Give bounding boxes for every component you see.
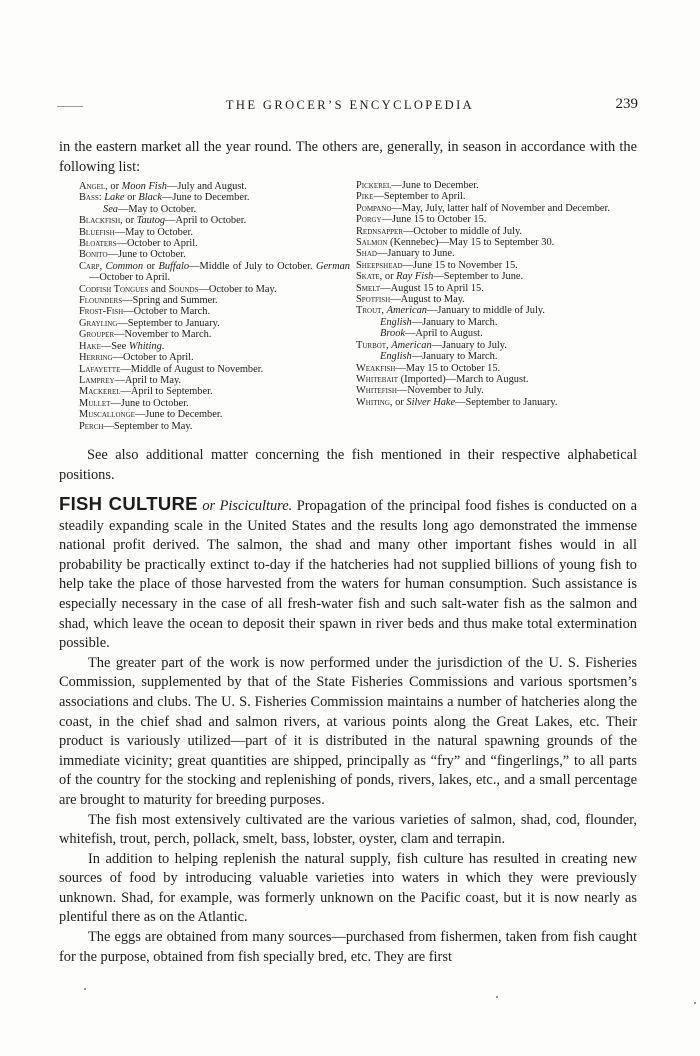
article-paragraph: [59, 494, 637, 654]
see-also-paragraph: See also additional matter concerning the fish mentioned in their respective alphabetical positions.: [59, 447, 637, 483]
list-item: Lamprey—April to May.: [79, 374, 182, 386]
scan-speck: [84, 988, 86, 990]
list-item: Mackerel—April to September.: [79, 386, 213, 398]
list-item: Grouper—November to March.: [79, 329, 212, 341]
list-item: Pompano—May, July, latter half of November and December.: [356, 202, 610, 214]
list-item: English—January to March.: [380, 316, 498, 328]
fish-culture-article: [59, 494, 637, 967]
list-item: Frost-Fish—October to March.: [79, 306, 211, 318]
list-item: Bluefish—May to October.: [79, 226, 193, 238]
list-item: Whitefish—November to July.: [356, 385, 484, 397]
list-item: Carp, Common or Buffalo—Middle of July to October. German—October to April.: [79, 260, 350, 284]
article-heading-alt: or Pisciculture.: [202, 498, 293, 514]
list-item: English—January to March.: [380, 351, 498, 363]
list-item: Lafayette—Middle of August to November.: [79, 363, 264, 375]
list-item: Perch—September to May.: [79, 420, 193, 432]
list-item: Shad—January to June.: [356, 248, 455, 260]
list-item: Sheepshead—June 15 to November 15.: [356, 259, 518, 271]
list-item: Smelt—August 15 to April 15.: [356, 282, 484, 294]
article-paragraph: In addition to helping replenish the natural supply, fish culture has resulted in creating new sources of food by introducing valuable varieties into waters in which they were previously unknown. Shad, for example, was formerly unknown on the Pacific coast, but it is now nearly as plentiful there as on the Atlantic.: [59, 850, 637, 926]
article-text: Propagation of the principal food fishes is conducted on a steadily expanding scale in the United States and the results long ago demonstrated the immense national profit derived. The salmon, the shad and many other important fishes would in all probability be practically extinct to-day if the hatcheries had not supplied billions of young fish to help take the place of those harvested from the waters for human consumption. Such assistance is especially necessary in the case of all fresh-water fish and such salt-water fish as the salmon and shad, which leave the ocean to deposit their spawn in river beds and thus make total extermination possible.: [59, 498, 637, 652]
scan-speck: [496, 996, 498, 998]
list-item: Turbot, American—January to July.: [356, 339, 507, 351]
list-item: Skate, or Ray Fish—September to June.: [356, 271, 524, 283]
list-item: Flounders—Spring and Summer.: [79, 295, 218, 307]
intro-paragraph: in the eastern market all the year round. The others are, generally, in season in accordance with the following list:: [59, 139, 637, 175]
list-item: Salmon (Kennebec)—May 15 to September 30.: [356, 237, 555, 249]
list-item: Muscallonge—June to December.: [79, 409, 223, 421]
scan-speck: [694, 1002, 696, 1004]
list-item: Bloaters—October to April.: [79, 238, 198, 250]
list-item: Grayling—September to January.: [79, 317, 220, 329]
season-list-left: [79, 181, 350, 432]
running-head: THE GROCER’S ENCYCLOPEDIA: [225, 98, 475, 112]
list-item: Codfish Tongues and Sounds—October to May.: [79, 283, 277, 295]
list-item: Angel, or Moon Fish—July and August.: [79, 181, 247, 192]
list-item: Herring—October to April.: [79, 352, 194, 364]
list-item: Brook—April to August.: [380, 328, 483, 340]
list-item: Trout, American—January to middle of July.: [356, 305, 545, 317]
list-item: Bonito—June to October.: [79, 249, 186, 261]
article-paragraph: The fish most extensively cultivated are the various varieties of salmon, shad, cod, flounder, whitefish, trout, perch, pollack, smelt, bass, lobster, oyster, clam and terrapin.: [59, 811, 637, 848]
list-item: Bass: Lake or Black—June to December.: [79, 192, 250, 204]
article-paragraph: The greater part of the work is now performed under the jurisdiction of the U. S. Fisheries Commission, supplemented by that of the State Fisheries Commissions and various sportsmen’s associations and clubs. The U. S. Fisheries Commission maintains a number of hatcheries along the coast, in the chief shad and salmon rivers, at various points along the Great Lakes, etc. Their product is variously utilized—part of it is distributed in the natural spawning grounds of the immediate vicinity; great quantities are shipped, principally as “fry” and “fingerlings,” to all parts of the country for the stocking and replenishing of ponds, rivers, lakes, etc., and a small percentage are brought to maturity for breeding purposes.: [59, 654, 637, 808]
list-item: Spotfish—August to May.: [356, 294, 465, 306]
list-item: Pike—September to April.: [356, 191, 466, 203]
list-item: Porgy—June 15 to October 15.: [356, 214, 487, 226]
list-item: Whitebait (Imported)—March to August.: [356, 373, 529, 385]
list-item: Blackfish, or Tautog—April to October.: [79, 215, 247, 227]
article-paragraph: The eggs are obtained from many sources—purchased from fishermen, taken from fish caught for the purpose, obtained from fish specially bred, etc. They are first: [59, 929, 637, 965]
list-item: Hake—See Whiting.: [79, 340, 165, 352]
list-item: Rednsapper—October to middle of July.: [356, 225, 523, 237]
season-list-right: [356, 180, 638, 408]
list-item: Mullet—June to October.: [79, 397, 189, 409]
list-item: Sea—May to October.: [103, 203, 197, 215]
list-item: Whiting, or Silver Hake—September to January.: [356, 396, 558, 408]
page-number: 239: [615, 96, 638, 112]
list-item: Weakfish—May 15 to October 15.: [356, 362, 501, 374]
article-heading: FISH CULTURE: [59, 493, 198, 514]
list-item: Pickerel—June to December.: [356, 180, 479, 191]
